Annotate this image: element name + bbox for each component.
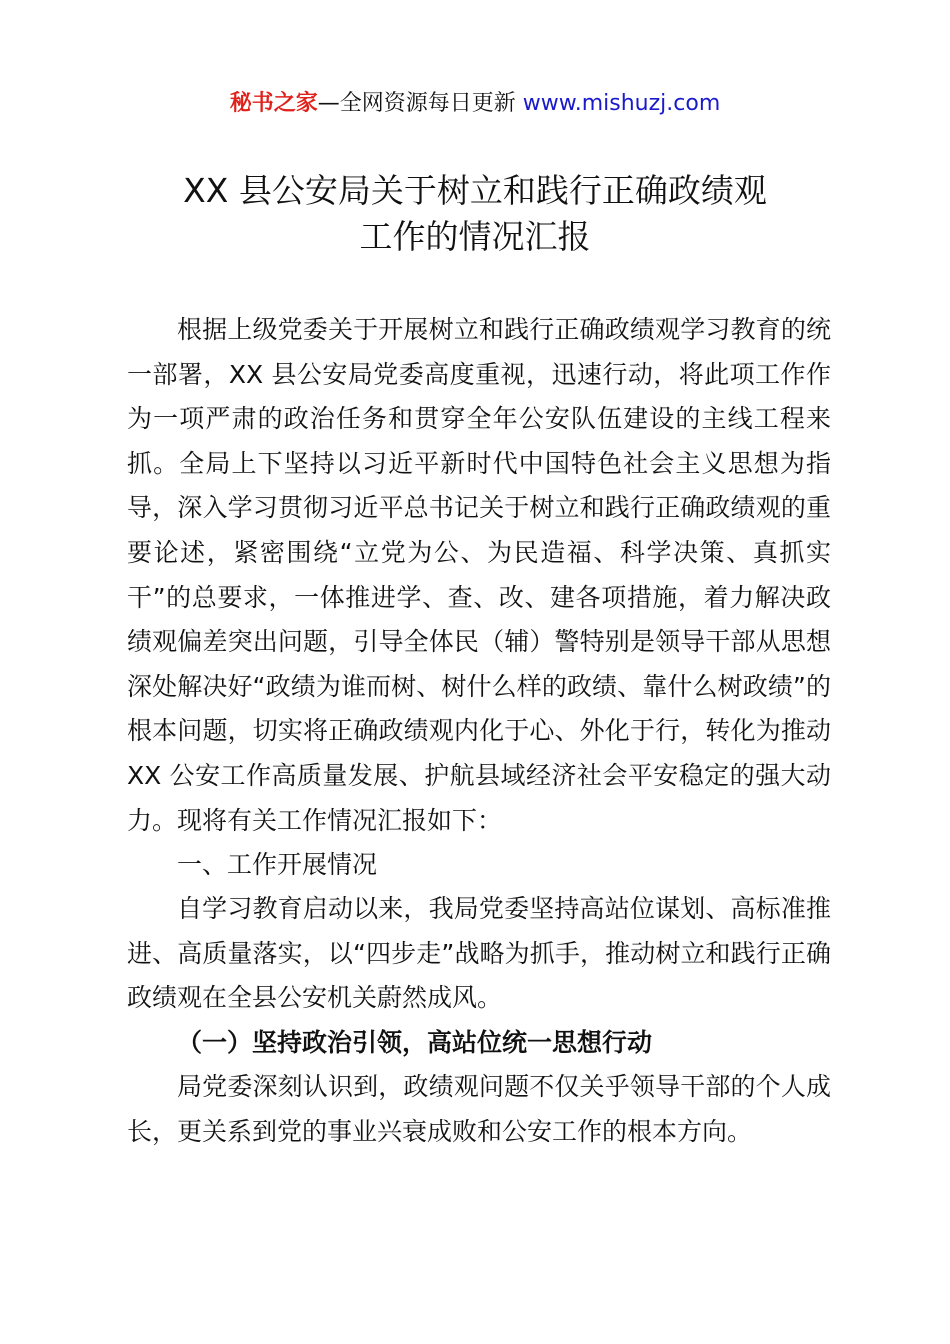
- title-line-2: 工作的情况汇报: [359, 217, 591, 256]
- site-header: [0, 88, 950, 120]
- subsection-1-paragraph: 局党委深刻认识到，政绩观问题不仅关乎领导干部的个人成长，更关系到党的事业兴衰成败和公安工作的根本方向。: [127, 1072, 831, 1146]
- brand-name: 秘书之家: [229, 91, 318, 116]
- intro-paragraph: 根据上级党委关于开展树立和践行正确政绩观学习教育的统一部署，XX 县公安局党委高度重视，迅速行动，将此项工作作为一项严肃的政治任务和贯穿全年公安队伍建设的主线工程来抓。全局上下坚持以习近平新时代中国特色社会主义思想为指导，深入学习贯彻习近平总书记关于树立和践行正确政绩观的重要论述，紧密围绕“立党为公、为民造福、科学决策、真抓实干”的总要求，一体推进学、查、改、建各项措施，着力解决政绩观偏差突出问题，引导全体民（辅）警特别是领导干部从思想深处解决好“政绩为谁而树、树什么样的政绩、靠什么树政绩”的根本问题，切实将正确政绩观内化于心、外化于行，转化为推动 XX 公安工作高质量发展、护航县域经济社会平安稳定的强大动力。现将有关工作情况汇报如下：: [127, 315, 831, 835]
- header-slogan: —全网资源每日更新: [317, 91, 523, 116]
- section-heading-1: 一、工作开展情况: [177, 850, 378, 879]
- subsection-heading-1: （一）坚持政治引领，高站位统一思想行动: [177, 1028, 653, 1057]
- title-line-1: XX 县公安局关于树立和践行正确政绩观: [183, 171, 767, 210]
- site-url-link[interactable]: www.mishuzj.com: [522, 91, 721, 116]
- document-title: [100, 168, 850, 260]
- section-1-paragraph: 自学习教育启动以来，我局党委坚持高站位谋划、高标准推进、高质量落实，以“四步走”战略为抓手，推动树立和践行正确政绩观在全县公安机关蔚然成风。: [127, 894, 831, 1013]
